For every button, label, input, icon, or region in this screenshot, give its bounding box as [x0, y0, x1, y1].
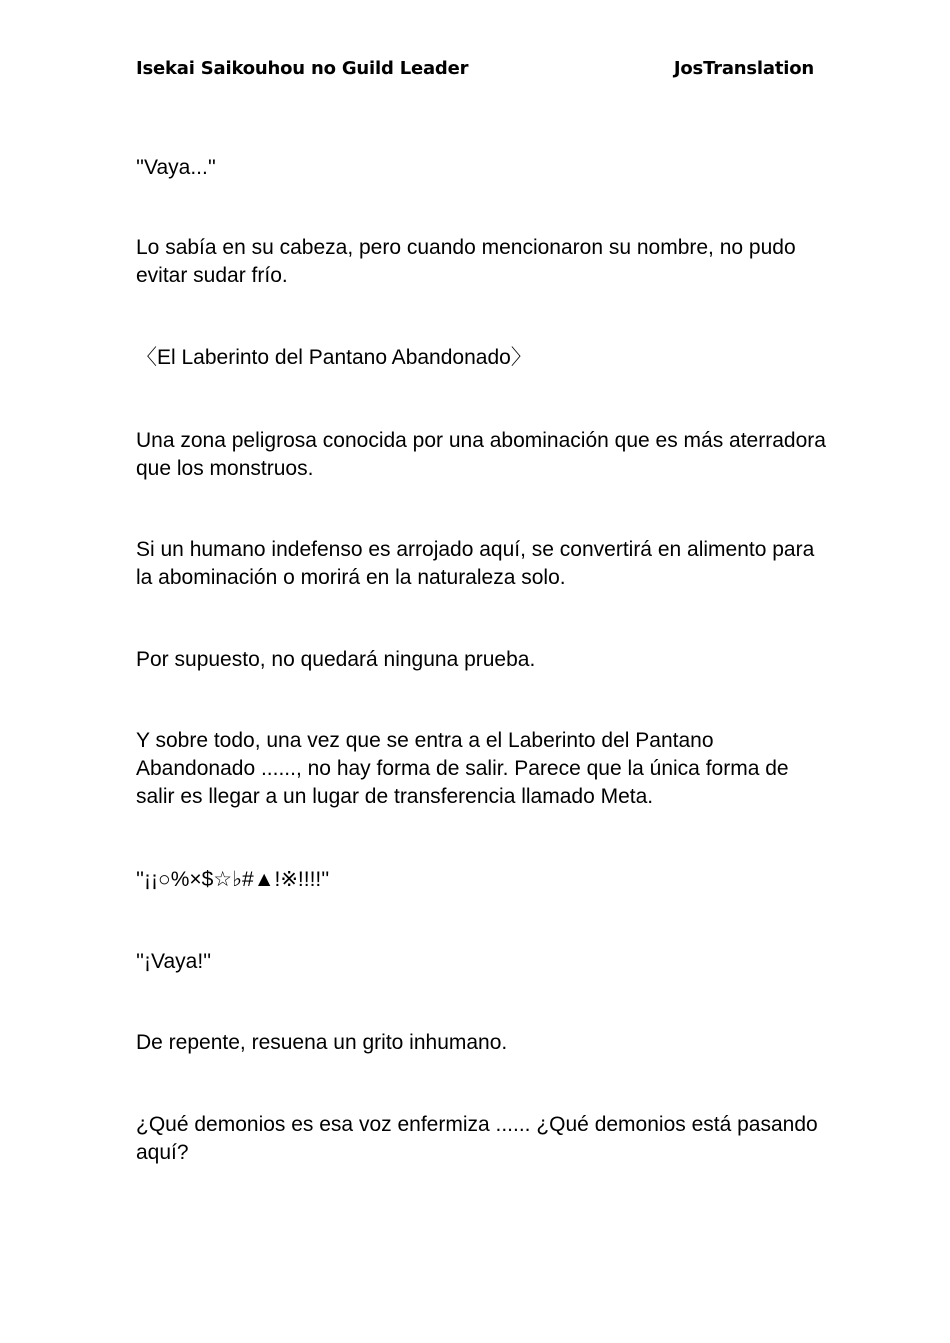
paragraph-10: De repente, resuena un grito inhumano. — [136, 1031, 508, 1054]
paragraph-9: ''¡Vaya!'' — [136, 950, 212, 973]
paragraph-6: Por supuesto, no quedará ninguna prueba. — [136, 648, 536, 671]
paragraph-2: Lo sabía en su cabeza, pero cuando mencionaron su nombre, no pudo evitar sudar frío. — [136, 236, 796, 287]
paragraph-3: 〈El Laberinto del Pantano Abandonado〉 — [136, 346, 532, 369]
page-header — [136, 58, 814, 79]
paragraph-8: ''¡¡○%×$☆♭#▲!※!!!!'' — [136, 868, 330, 891]
paragraph-5: Si un humano indefenso es arrojado aquí, se convertirá en alimento para la abominación o morirá en la naturaleza solo. — [136, 538, 815, 589]
paragraph-11: ¿Qué demonios es esa voz enfermiza ...... ¿Qué demonios está pasando aquí? — [136, 1113, 818, 1164]
header-title-right: JosTranslation — [673, 58, 814, 79]
paragraph-1: ''Vaya...'' — [136, 156, 216, 179]
document-body — [136, 150, 826, 1167]
paragraph-7: Y sobre todo, una vez que se entra a el Laberinto del Pantano Abandonado ......, no hay forma de salir. Parece que la única forma de salir es llegar a un lugar de transferencia llamado Meta. — [136, 729, 789, 808]
header-title-left: Isekai Saikouhou no Guild Leader — [136, 58, 469, 79]
paragraph-4: Una zona peligrosa conocida por una abominación que es más aterradora que los monstruos. — [136, 429, 826, 480]
